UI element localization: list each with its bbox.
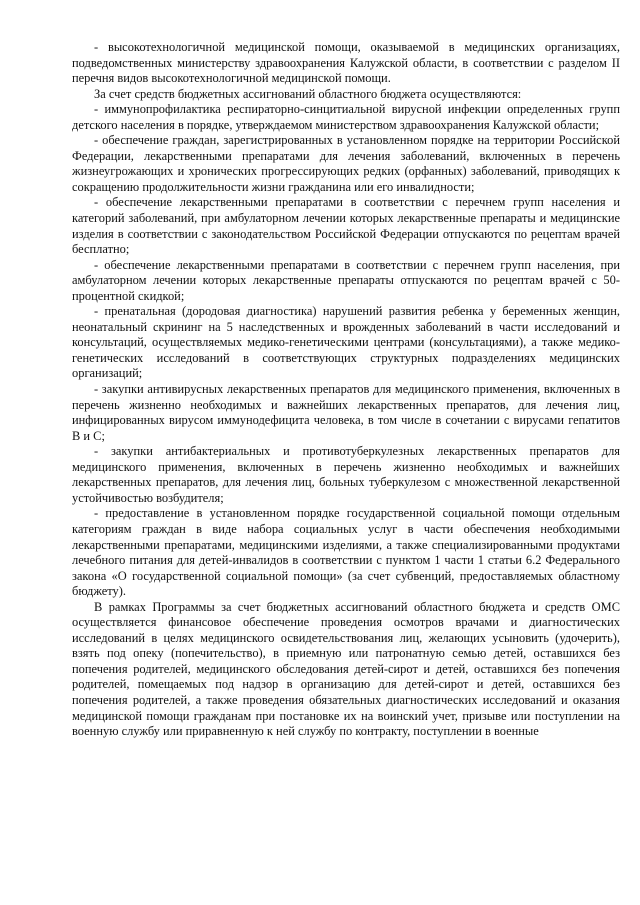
paragraph-program-financing: В рамках Программы за счет бюджетных ассигнований областного бюджета и средств ОМС осуществляется финансовое обеспечение проведения осмотров врачами и диагностических исследований в целях медицинского освидетельствования лиц, желающих усыновить (удочерить), взять под опеку (попечительство), в приемную или патронатную семью детей, оставшихся без попечения родителей, медицинского обследования детей-сирот и детей, оставшихся без попечения родителей, помещаемых под надзор в организацию для детей-сирот и детей, оставшихся без попечения родителей, а также проведения обязательных диагностических исследований и оказания медицинской помощи гражданам при постановке их на воинский учет, призыве или поступлении на военную службу или приравненную к ней службу по контракту, поступлении в военные — [72, 599, 620, 739]
paragraph-discount-prescriptions: - обеспечение лекарственными препаратами в соответствии с перечнем групп населения, при амбулаторном лечении которых лекарственные препараты отпускаются по рецептам врачей с 50-процентной скидкой; — [72, 257, 620, 303]
paragraph-prenatal-diagnostics: - пренатальная (дородовая диагностика) нарушений развития ребенка у беременных женщин, неонатальный скрининг на 5 наследственных и врожденных заболеваний в части исследований и консультаций, осуществляемых медико-генетическими центрами (консультациями), а также медико-генетических исследований в соответствующих структурных подразделениях медицинских организаций; — [72, 304, 620, 381]
paragraph-regional-budget-intro: За счет средств бюджетных ассигнований областного бюджета осуществляются: — [94, 86, 522, 101]
paragraph-rsv-immunoprophylaxis: - иммунопрофилактика респираторно-синцитиальной вирусной инфекции определенных групп детского населения в порядке, утверждаемом министерством здравоохранения Калужской области; — [72, 102, 620, 132]
paragraph-antiviral-procurement: - закупки антивирусных лекарственных препаратов для медицинского применения, включенных в перечень жизненно необходимых и важнейших лекарственных препаратов, для лечения лиц, инфицированных вирусом иммунодефицита человека, в том числе в сочетании с вирусами гепатитов B и C; — [72, 382, 620, 443]
paragraph-high-tech-care: - высокотехнологичной медицинской помощи, оказываемой в медицинских организациях, подведомственных министерству здравоохранения Калужской области, в соответствии с разделом II перечня видов высокотехнологичной медицинской помощи. — [72, 40, 620, 86]
paragraph-antibacterial-procurement: - закупки антибактериальных и противотуберкулезных лекарственных препаратов для медицинского применения, включенных в перечень жизненно необходимых и важнейших лекарственных препаратов, для лечения лиц, больных туберкулезом с множественной лекарственной устойчивостью возбудителя; — [72, 444, 620, 505]
document-body — [72, 40, 620, 740]
paragraph-social-assistance: - предоставление в установленном порядке государственной социальной помощи отдельным категориям граждан в виде набора социальных услуг в части обеспечения необходимыми лекарственными препаратами, медицинскими изделиями, а также специализированными продуктами лечебного питания для детей-инвалидов в соответствии с пунктом 1 части 1 статьи 6.2 Федерального закона «О государственной социальной помощи» (за счет субвенций, предоставляемых областному бюджету). — [72, 506, 620, 599]
paragraph-orphan-diseases: - обеспечение граждан, зарегистрированных в установленном порядке на территории Российской Федерации, лекарственными препаратами для лечения заболеваний, включенных в перечень жизнеугрожающих и хронических прогрессирующих редких (орфанных) заболеваний, приводящих к сокращению продолжительности жизни гражданина или его инвалидности; — [72, 133, 620, 194]
paragraph-free-prescriptions: - обеспечение лекарственными препаратами в соответствии с перечнем групп населения и категорий заболеваний, при амбулаторном лечении которых лекарственные препараты и медицинские изделия в соответствии с законодательством Российской Федерации отпускаются по рецептам врачей бесплатно; — [72, 195, 620, 257]
